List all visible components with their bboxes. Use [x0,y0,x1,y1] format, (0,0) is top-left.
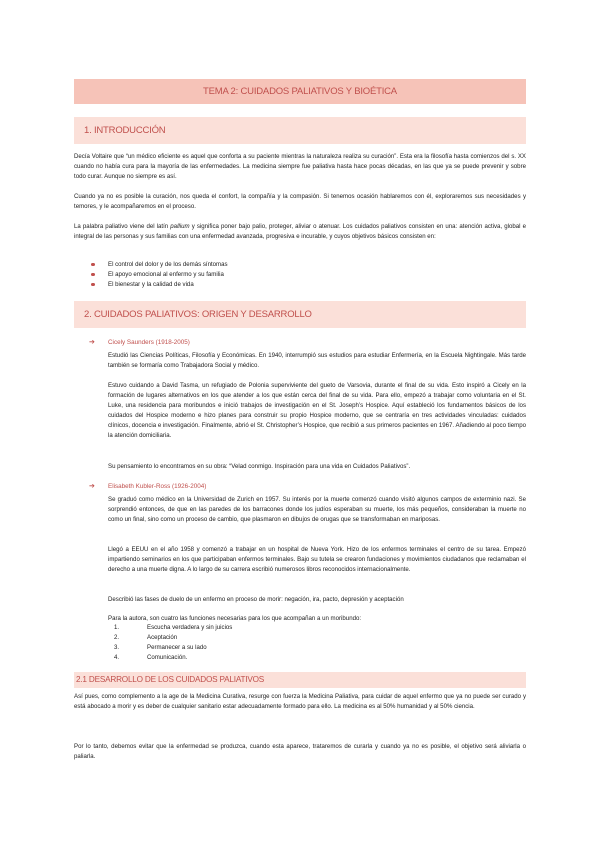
intro-paragraph-3: La palabra paliativo viene del latín pallium y significa poner bajo palio, proteger, aliviar o atenuar. Los cuidados paliativos consisten en una: atención activa, global e integral de las personas y sus familias con una enfermedad avanzada, progresiva e incurable, y cuyos objetivos básicos consisten en: [74,223,526,240]
desarrollo-paragraph-1: Así pues, como complemento a la age de la Medicina Curativa, resurge con fuerza la Medicina Paliativa, para cuidar de aquel enfermo que ya no puede ser curado y está abocado a morir y es deber de cualquier sanitario estar adecuadamente formado para ello. La medicina es al 50% humanidad y al 50% ciencia. [74,693,526,710]
numbered-list-item: 2. Aceptación [114,634,178,641]
desarrollo-paragraph-2: Por lo tanto, debemos evitar que la enfermedad se produzca, cuando esta aparece, trataremos de curarla y cuando ya no es posible, el objetivo será aliviarla o paliarla. [74,743,526,760]
saunders-paragraph-2: Estuvo cuidando a David Tasma, un refugiado de Polonia superviviente del gueto de Varsovia, durante el final de su vida. Esto inspiró a Cicely en la formación de lugares alternativos en los que atender a los que están cerca del final de su vida. Para ello, empezó a trabajar como voluntaria en el St. Luke, una residencia para moribundos e inició trabajos de investigación en el St. Joseph’s Hospice. Aquí estableció los fundamentos básicos de los cuidados del Hospice moderno e hizo planes para construir su propio Hospice moderno, que se centraría en tres actividades vinculadas: cuidados clínicos, docencia e investigación. Finalmente, abrió el St. Christopher’s Hospice, que recibió a sus primeros pacientes en 1967. Añadiendo al poco tiempo la atención domiciliaria. [108,382,526,439]
numbered-list-item: 1. Escucha verdadera y sin juicios [114,624,233,631]
kubler-paragraph-1: Se graduó como médico en la Universidad de Zurich en 1957. Su interés por la muerte comenzó cuando visitó algunos campos de exterminio nazi. Se sorprendió entonces, de que en las paredes de los barracones donde los judíos esperaban su muerte, los más pequeños, consideraban la muerte no como un final, sino como un proceso de cambio, que plasmaron en dibujos de orugas que se transformaban en mariposas. [108,496,526,523]
objective-bullet: El control del dolor y de los demás síntomas [108,261,228,268]
saunders-paragraph-1: Estudió las Ciencias Políticas, Filosofía y Económicas. En 1940, interrumpió sus estudios para estudiar Enfermería, en la Escuela Nightingale. Más tarde también se formaría como Trabajadora Social y médico. [108,352,526,369]
kubler-paragraph-4: Para la autora, son cuatro las funciones necesarias para los que acompañan a un moribundo: [108,615,362,622]
document-page: TEMA 2: CUIDADOS PALIATIVOS Y BIOÉTICA 1. INTRODUCCIÓN Decía Voltaire que “un médico eficiente es aquel que conforta a su paciente mientras la naturaleza realiza su curación”. Esta era la filosofía hasta comienzos del s. XX cuando no había cura para la mayoría de las enfermedades. La medicina siempre fue paliativa hasta hace pocas décadas, en las que ya se puede prevenir y sobre todo curar. Aunque no siempre es así. Cuando ya no es posible la curación, nos queda el confort, la compañía y la compasión. Si tenemos ocasión hablaremos con él, exploraremos sus necesidades y temores, y le acompañaremos en el proceso. La palabra paliativo viene del latín pallium y significa poner bajo palio, proteger, aliviar o atenuar. Los cuidados paliativos consisten en una: atención activa, global e integral de las personas y sus familias con una enfermedad avanzada, progresiva e incurable, y cuyos objetivos básicos consisten en: El control del dolor y de los demás síntomas El apoyo emocional al enfermo y su familia El bienestar y la calidad de vida 2. CUIDADOS PALIATIVOS: ORIGEN Y DESARROLLO ➔ Cicely Saunders (1918-2005) Estudió las Ciencias Políticas, Filosofía y Económicas. En 1940, interrumpió sus estudios para estudiar Enfermería, en la Escuela Nightingale. Más tarde también se formaría como Trabajadora Social y médico. Estuvo cuidando a David Tasma, un refugiado de Polonia superviviente del gueto de Varsovia, durante el final de su vida. Esto inspiró a Cicely en la formación de lugares alternativos en los que atender a los que están cerca del final de su vida. Para ello, empezó a trabajar como voluntaria en el St. Luke, una residencia para moribundos e inició trabajos de investigación en el St. Joseph’s Hospice. Aquí estableció los fundamentos básicos de los cuidados del Hospice moderno e hizo planes para construir su propio Hospice moderno, que se centraría en tres actividades vinculadas: cuidados clínicos, docencia e investigación. Finalmente, abrió el St. Christopher’s Hospice, que recibió a sus primeros pacientes en 1967. Añadiendo al poco tiempo la atención domiciliaria. Su pensamiento lo encontramos en su obra: “Velad conmigo. Inspiración para una vida en Cuidados Paliativos”. ➔ Elisabeth Kubler-Ross (1926-2004) Se graduó como médico en la Universidad de Zurich en 1957. Su interés por la muerte comenzó cuando visitó algunos campos de exterminio nazi. Se sorprendió entonces, de que en las paredes de los barracones donde los judíos esperaban su muerte, los más pequeños, consideraban la muerte no como un final, sino como un proceso de cambio, que plasmaron en dibujos de orugas que se transformaban en mariposas. Llegó a EEUU en el año 1958 y comenzó a trabajar en un hospital de Nueva York. Hizo de los enfermos terminales el centro de su tarea. Empezó impartiendo seminarios en los que participaban enfermos terminales. Bajo su tutela se crearon fundaciones y movimientos ciudadanos que reclamaban el derecho a una muerte digna. A lo largo de su carrera escribió numerosos libros reconocidos internacionalmente. Describió las fases de duelo de un enfermo en proceso de morir: negación, ira, pacto, depresión y aceptación Para la autora, son cuatro las funciones necesarias para los que acompañan a un moribundo: 1. Escucha verdadera y sin juicios 2. Aceptación 3. Permanecer a su lado 4. Comunicación. 2.1 DESARROLLO DE LOS CUIDADOS PALIATIVOS Así pues, como complemento a la age de la Medicina Curativa, resurge con fuerza la Medicina Paliativa, para cuidar de aquel enfermo que ya no puede ser curado y está abocado a morir y es deber de cualquier sanitario estar adecuadamente formado para ello. La medicina es al 50% humanidad y al 50% ciencia. Por lo tanto, debemos evitar que la enfermedad se produzca, cuando esta aparece, trataremos de curarla y cuando ya no es posible, el objetivo será aliviarla o paliarla. [0,0,600,848]
latin-word: pallium [170,223,190,230]
intro-paragraph-1: Decía Voltaire que “un médico eficiente es aquel que conforta a su paciente mientras la naturaleza realiza su curación”. Esta era la filosofía hasta comienzos del s. XX cuando no había cura para la mayoría de las enfermedades. La medicina siempre fue paliativa hasta hace pocas décadas, en las que ya se puede prevenir y sobre todo curar. Aunque no siempre es así. [74,153,526,180]
document-title: TEMA 2: CUIDADOS PALIATIVOS Y BIOÉTICA [74,79,526,104]
kubler-paragraph-2: Llegó a EEUU en el año 1958 y comenzó a trabajar en un hospital de Nueva York. Hizo de los enfermos terminales el centro de su tarea. Empezó impartiendo seminarios en los que participaban enfermos terminales. Bajo su tutela se crearon fundaciones y movimientos ciudadanos que reclamaban el derecho a una muerte digna. A lo largo de su carrera escribió numerosos libros reconocidos internacionalmente. [108,546,526,573]
objective-bullet: El apoyo emocional al enfermo y su familia [108,271,224,278]
intro-paragraph-2: Cuando ya no es posible la curación, nos queda el confort, la compañía y la compasión. Si tenemos ocasión hablaremos con él, exploraremos sus necesidades y temores, y le acompañaremos en el proceso. [74,193,526,210]
section-heading-introduccion: 1. INTRODUCCIÓN [74,117,526,144]
subsection-heading-desarrollo: 2.1 DESARROLLO DE LOS CUIDADOS PALIATIVOS [74,672,526,688]
arrow-right-icon: ➔ [89,483,95,490]
saunders-paragraph-3: Su pensamiento lo encontramos en su obra: “Velad conmigo. Inspiración para una vida en Cuidados Paliativos”. [108,463,411,470]
objective-bullet: El bienestar y la calidad de vida [108,281,194,288]
numbered-list-item: 4. Comunicación. [114,654,188,661]
numbered-list-item: 3. Permanecer a su lado [114,644,207,651]
section-heading-origen: 2. CUIDADOS PALIATIVOS: ORIGEN Y DESARROLLO [74,301,526,328]
kubler-paragraph-3: Describió las fases de duelo de un enfermo en proceso de morir: negación, ira, pacto, depresión y aceptación [108,596,404,603]
arrow-right-icon: ➔ [89,339,95,346]
